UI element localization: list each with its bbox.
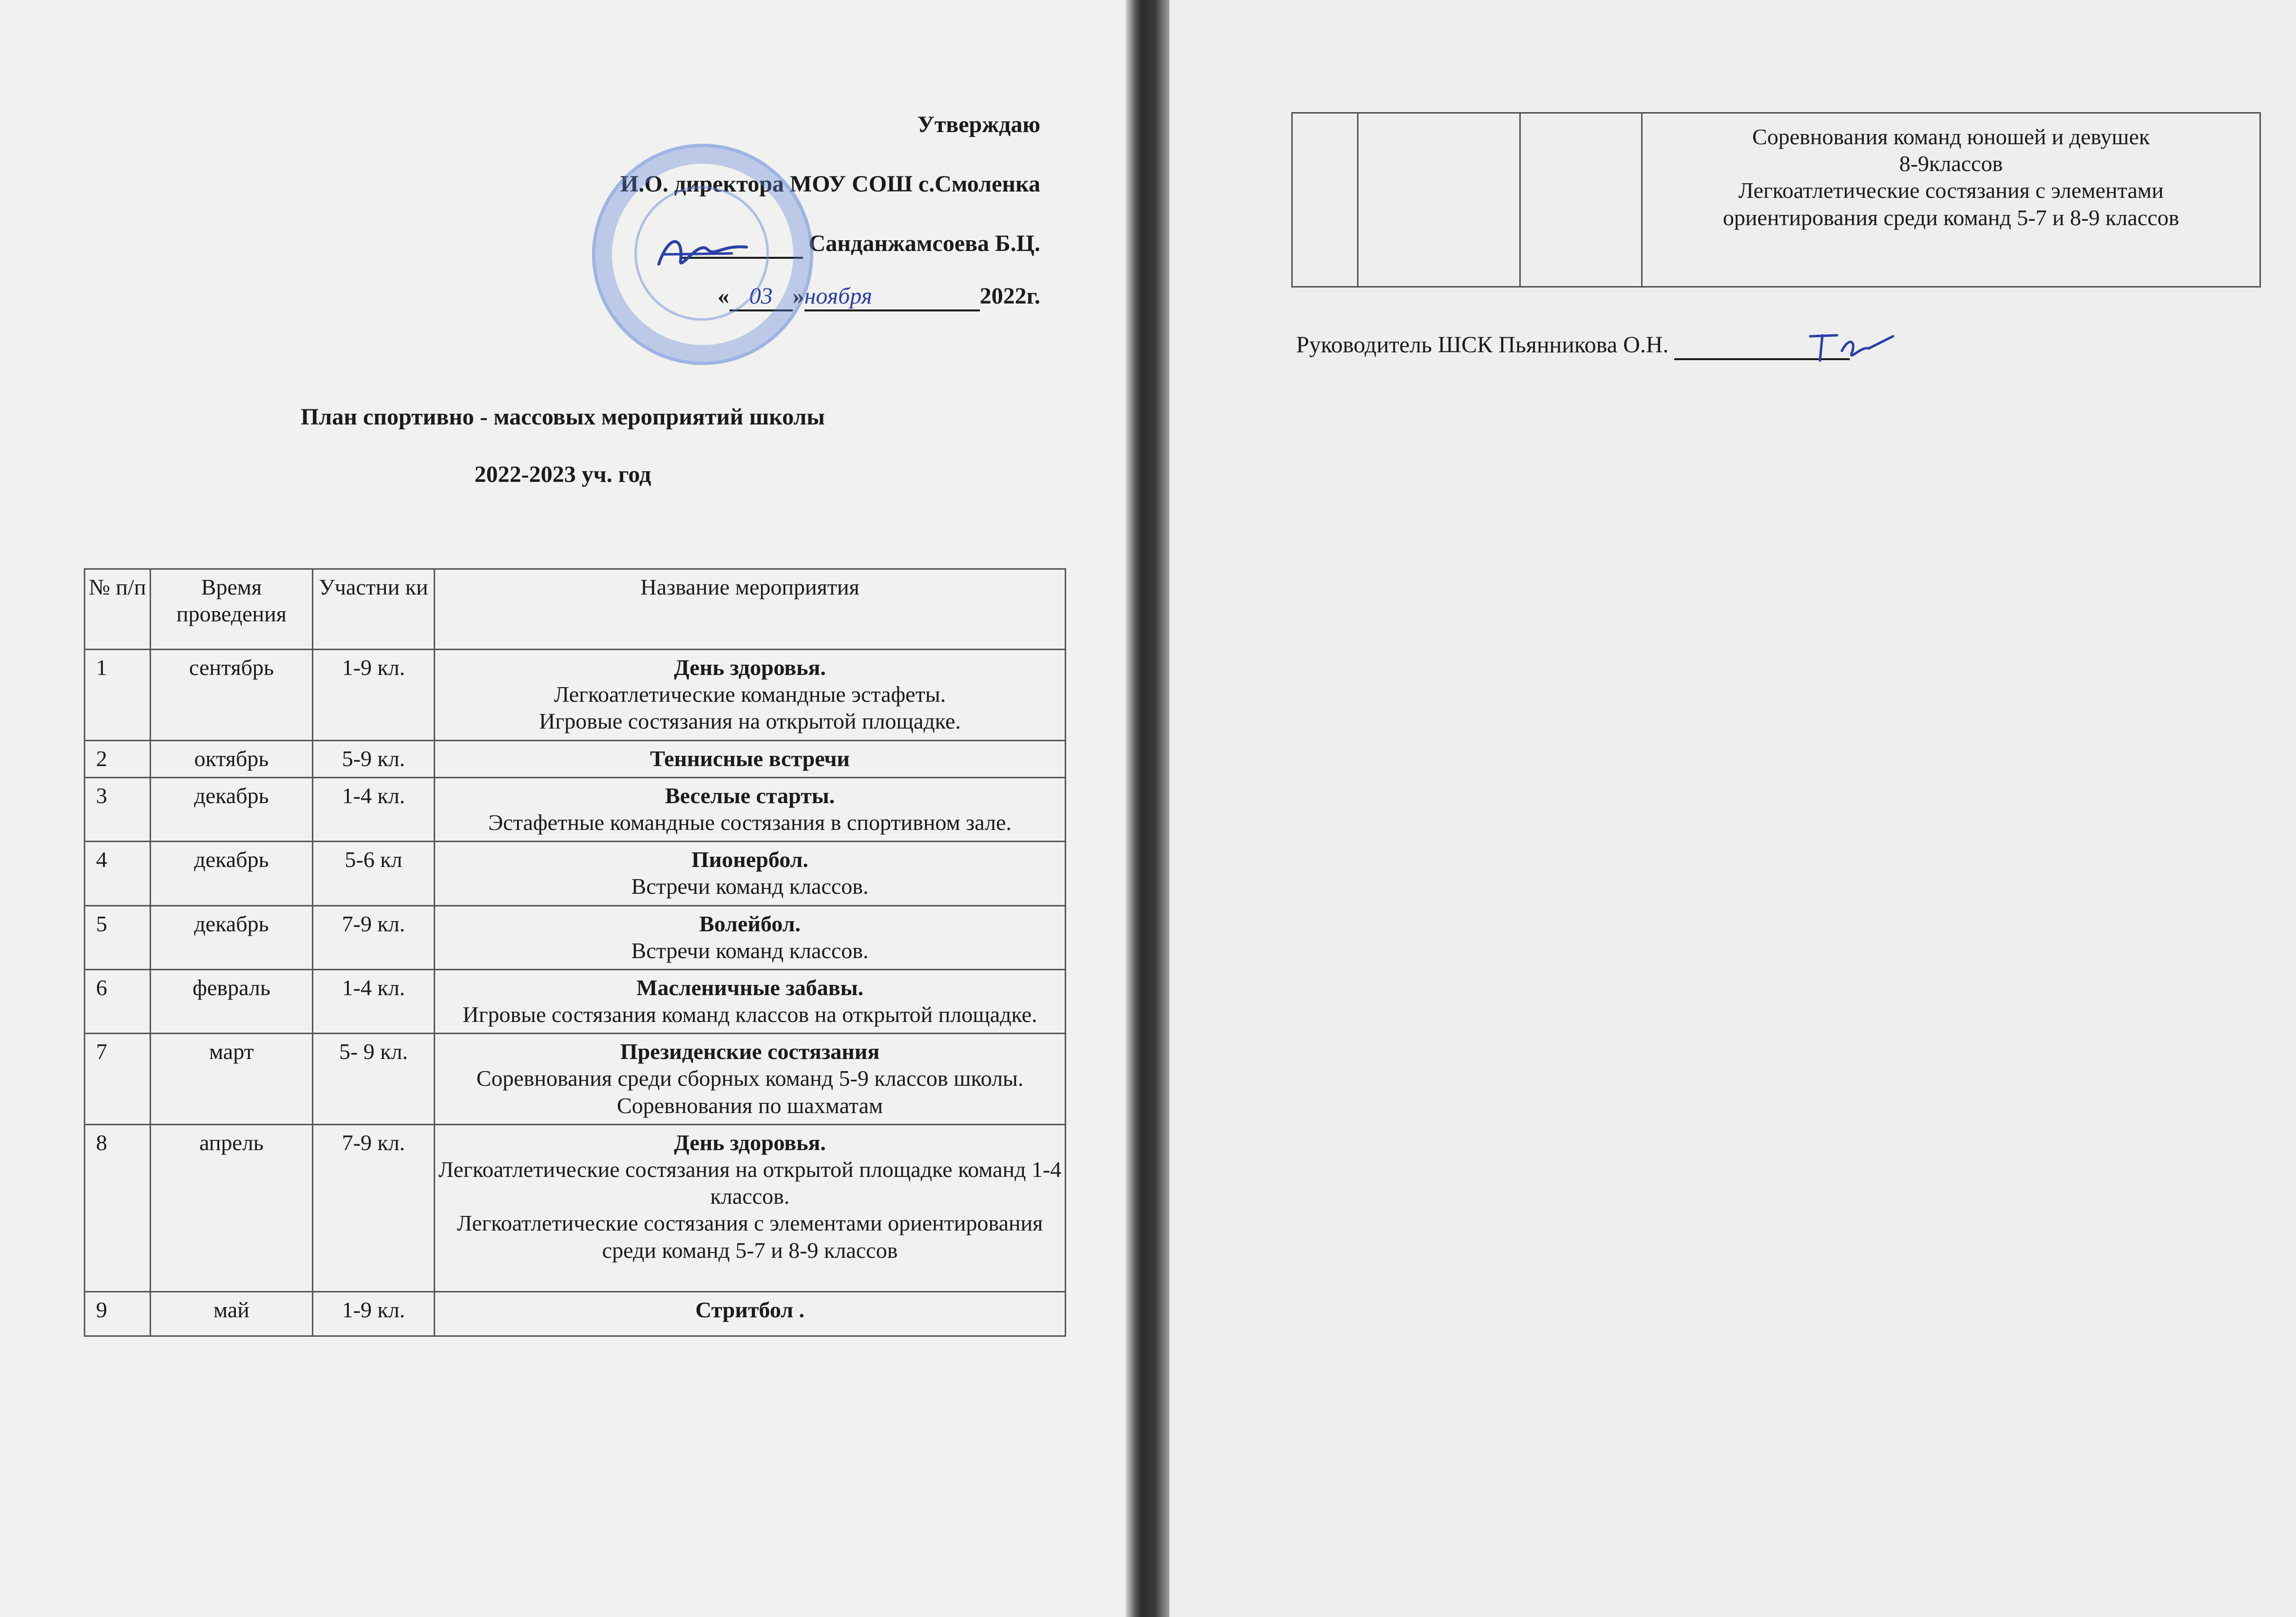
table-row [85,1291,1066,1336]
date-month: ноября [804,283,980,311]
school-stamp [592,144,813,365]
row-event [435,1124,1066,1291]
row-num: 1 [85,650,151,741]
row-participants: 7-9 кл. [313,1124,435,1291]
event-title: Масленичные забавы. [636,975,864,1000]
cont-cell-event [1642,113,2260,287]
row-participants: 1-4 кл. [313,777,435,841]
row-participants: 1-9 кл. [313,1291,435,1336]
date-day: 03 [729,283,793,311]
cont-cell-time [1358,113,1520,287]
signoff-label: Руководитель ШСК Пьянникова О.Н. [1296,332,1669,358]
header-event: Название мероприятия [435,569,1066,650]
row-participants: 1-4 кл. [313,969,435,1033]
table-row [85,905,1066,969]
table-row [85,1034,1066,1125]
row-participants: 1-9 кл. [313,650,435,741]
table-body [85,650,1066,1336]
event-title: Теннисные встречи [650,746,850,771]
event-description: Легкоатлетические командные эстафеты. [554,682,946,707]
event-description: Игровые состязания на открытой площадке. [539,709,961,734]
document-title: План спортивно - массовых мероприятий школы [301,404,825,430]
event-description: Легкоатлетические состязания с элементами ориентирования среди команд 5-7 и 8-9 классов [457,1211,1043,1263]
event-title: День здоровья. [674,1130,826,1155]
cont-line: Легкоатлетические состязания с элементами [1738,178,2164,203]
cont-cell-num [1292,113,1358,287]
table-row [85,777,1066,841]
row-event [435,1034,1066,1125]
row-time: декабрь [151,842,313,905]
row-time: май [151,1291,313,1336]
event-description: Соревнования по шахматам [616,1093,883,1118]
event-title: Президенские состязания [620,1039,880,1064]
row-event [435,650,1066,741]
row-time: март [151,1034,313,1125]
approval-name: Санданжамсоева Б.Ц. [808,231,1040,256]
right-page [1169,0,2296,1617]
signoff-line [1296,331,1850,360]
event-title: Пионербол. [691,847,808,872]
date-year: 2022г. [979,283,1040,309]
approval-position: И.О. директора МОУ СОШ с.Смоленка [620,171,1040,197]
cont-line: Соревнования команд юношей и девушек [1752,124,2150,149]
row-num: 3 [85,777,151,841]
signature-icon [1803,327,1900,366]
director-signature-icon [654,230,751,279]
event-description: Соревнования среди сборных команд 5-9 классов школы. [476,1066,1024,1091]
row-time: сентябрь [151,650,313,741]
row-num: 9 [85,1291,151,1336]
header-participants: Участни ки [313,569,435,650]
event-description: Легкоатлетические состязания на открытой площадке команд 1-4 классов. [438,1157,1062,1209]
event-description: Встречи команд классов. [631,874,869,899]
header-num: № п/п [85,569,151,650]
row-time: апрель [151,1124,313,1291]
event-title: Стритбол . [695,1297,805,1322]
row-event [435,842,1066,905]
row-time: декабрь [151,905,313,969]
table-row [1292,113,2260,287]
cont-line: 8-9классов [1899,151,2003,176]
event-title: Веселые старты. [665,783,835,808]
row-time: декабрь [151,777,313,841]
row-participants: 5-9 кл. [313,740,435,777]
event-title: День здоровья. [674,655,826,680]
row-event [435,740,1066,777]
row-event [435,969,1066,1033]
row-event [435,905,1066,969]
row-event [435,1291,1066,1336]
approval-title: Утверждаю [917,112,1040,137]
table-row [85,740,1066,777]
date-close-quote: » [792,283,804,309]
table-header-row [85,569,1066,650]
document-year: 2022-2023 уч. год [474,462,651,487]
row-num: 6 [85,969,151,1033]
event-title: Волейбол. [699,911,801,936]
row-participants: 5- 9 кл. [313,1034,435,1125]
row-num: 7 [85,1034,151,1125]
table-row [85,969,1066,1033]
event-description: Игровые состязания команд классов на открытой площадке. [462,1002,1037,1027]
row-participants: 5-6 кл [313,842,435,905]
row-num: 4 [85,842,151,905]
row-num: 2 [85,740,151,777]
header-time: Время проведения [151,569,313,650]
row-time: октябрь [151,740,313,777]
table-row [85,650,1066,741]
date-open-quote: « [717,283,729,309]
continuation-table [1291,112,2261,288]
left-page [0,0,1135,1617]
cont-line: ориентирования среди команд 5-7 и 8-9 классов [1722,205,2180,230]
event-description: Эстафетные командные состязания в спортивном зале. [488,809,1012,835]
row-time: февраль [151,969,313,1033]
row-num: 5 [85,905,151,969]
cont-cell-participants [1520,113,1642,287]
row-participants: 7-9 кл. [313,905,435,969]
row-num: 8 [85,1124,151,1291]
table-row [85,1124,1066,1291]
row-event [435,777,1066,841]
table-row [85,842,1066,905]
event-description: Встречи команд классов. [631,938,869,963]
events-table [84,568,1066,1337]
